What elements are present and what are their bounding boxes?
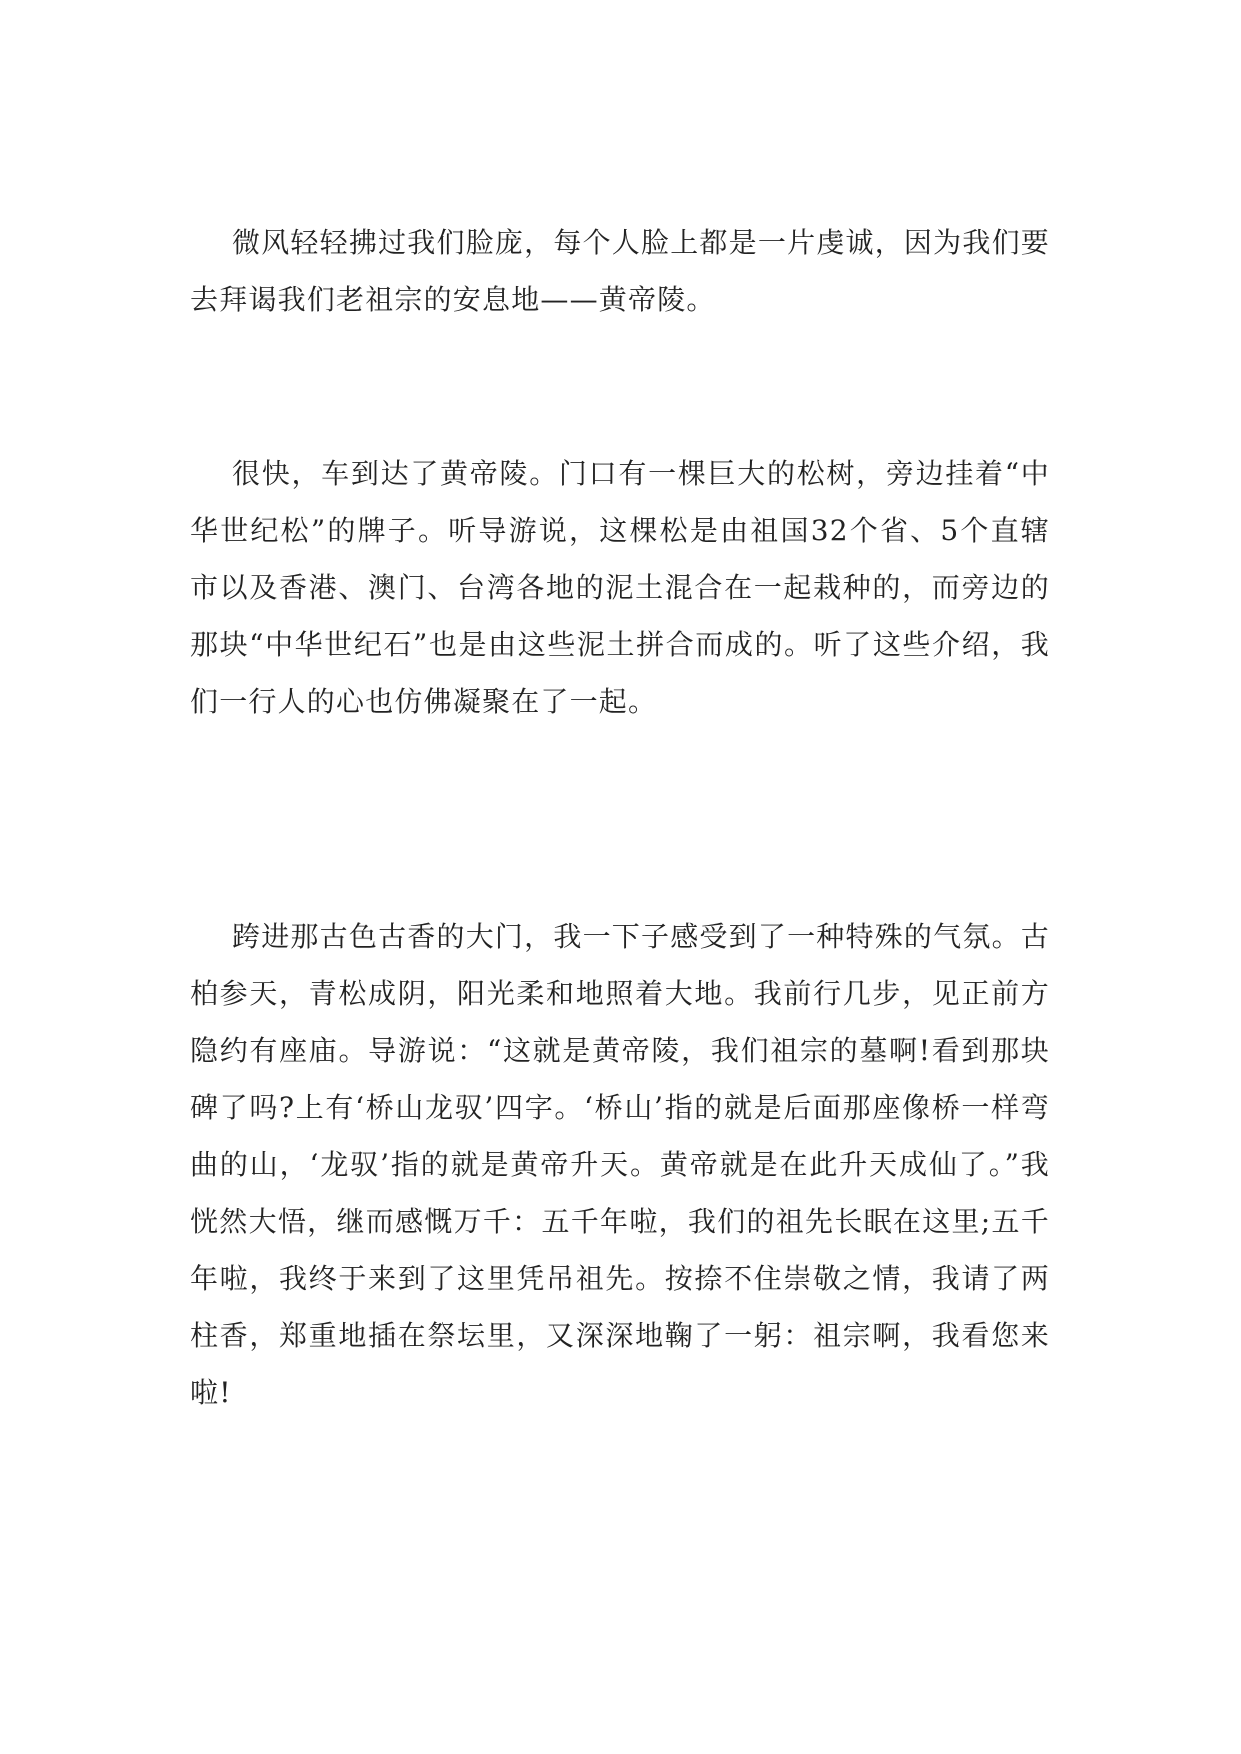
paragraph-1: 微风轻轻拂过我们脸庞，每个人脸上都是一片虔诚，因为我们要去拜谒我们老祖宗的安息地——黄帝陵。 — [190, 226, 1050, 316]
paragraph-2: 很快，车到达了黄帝陵。门口有一棵巨大的松树，旁边挂着“中华世纪松”的牌子。听导游说，这棵松是由祖国32个省、5个直辖市以及香港、澳门、台湾各地的泥土混合在一起栽种的，而旁边的那块“中华世纪石”也是由这些泥土拼合而成的。听了这些介绍，我们一行人的心也仿佛凝聚在了一起。 — [190, 457, 1050, 718]
paragraph-3: 跨进那古色古香的大门，我一下子感受到了一种特殊的气氛。古柏参天，青松成阴，阳光柔和地照着大地。我前行几步，见正前方隐约有座庙。导游说：“这就是黄帝陵，我们祖宗的墓啊!看到那块碑了吗?上有‘桥山龙驭’四字。‘桥山’指的就是后面那座像桥一样弯曲的山，‘龙驭’指的就是黄帝升天。黄帝就是在此升天成仙了。”我恍然大悟，继而感慨万千：五千年啦，我们的祖先长眠在这里;五千年啦，我终于来到了这里凭吊祖先。按捺不住崇敬之情，我请了两柱香，郑重地插在祭坛里，又深深地鞠了一躬：祖宗啊，我看您来啦! — [190, 920, 1050, 1409]
